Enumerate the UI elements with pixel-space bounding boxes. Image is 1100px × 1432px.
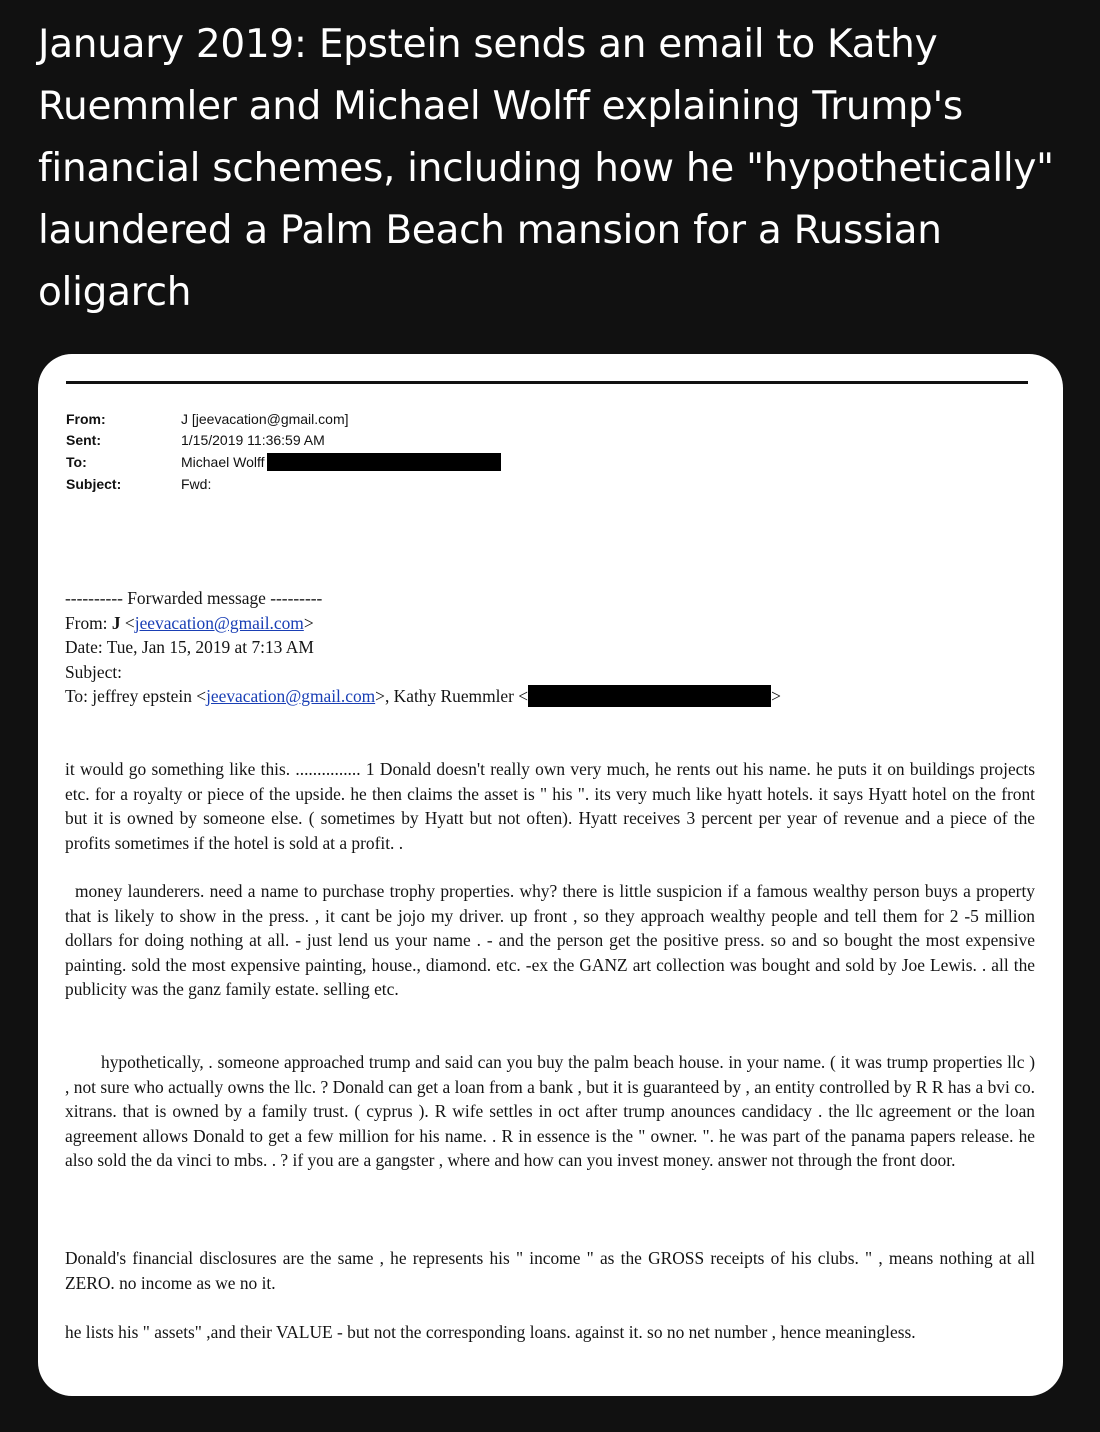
subject-label: Subject: [66,476,122,492]
body-paragraph-4: Donald's financial disclosures are the same , he represents his " income " as the GROSS receipts of his clubs. " , means nothing at all ZERO. no income as we no it. [65,1248,1035,1293]
redaction-bar [267,453,501,471]
forwarded-header [65,586,781,709]
forwarded-banner: ---------- Forwarded message --------- [65,588,323,608]
to-label: To: [66,454,87,470]
to-value [181,452,501,473]
body-paragraph-3: hypothetically, . someone approached trump and said can you buy the palm beach house. in your name. ( it was trump properties llc ) , not sure who actually owns the llc. ? Donald can get a loan from a bank , but it is guaranteed by , an entity controlled by R R has a bvi co. xitrans. that is owned by a family trust. ( cyprus ). R wife settles in oct after trump anounces candidacy . the llc agreement or the loan agreement allows Donald to get a few million for his name. . R in essence is the " owner. ". he was part of the panama papers release. he also sold the da vinci to mbs. . ? if you are a gangster , where and how can you invest money. answer not through the front door. [65,1052,1035,1170]
post-caption: January 2019: Epstein sends an email to Kathy Ruemmler and Michael Wolff explaining Trump's financial schemes, including how he "hypothetically" laundered a Palm Beach mansion for a Russian oligarch [38,22,1054,315]
forwarded-date: Date: Tue, Jan 15, 2019 at 7:13 AM [65,637,314,657]
email-document-image [38,354,1063,1396]
forwarded-from-name: J [111,612,121,633]
forwarded-subject: Subject: [65,661,122,682]
forwarded-from: From: J <jeevacation@gmail.com> [65,612,314,633]
sent-value: 1/15/2019 11:36:59 AM [181,432,325,448]
subject-value: Fwd: [181,476,212,492]
forwarded-to-email-link[interactable]: jeevacation@gmail.com [206,686,376,706]
body-paragraph-5: he lists his " assets" ,and their VALUE - but not the corresponding loans. against it. so no net number , hence meaningless. [65,1322,916,1342]
forwarded-to: To: jeffrey epstein <jeevacation@gmail.com>, Kathy Ruemmler < > [65,686,781,706]
redaction-bar [528,685,771,707]
from-value: J [jeevacation@gmail.com] [181,411,349,427]
sent-label: Sent: [66,432,101,448]
from-label: From: [66,411,106,427]
forwarded-from-email-link[interactable]: jeevacation@gmail.com [134,612,304,633]
body-paragraph-1: it would go something like this. ............... 1 Donald doesn't really own very much, he rents out his name. he puts it on buildings projects etc. for a royalty or piece of the upside. he then claims the asset is " his ". its very much like hyatt hotels. it says Hyatt hotel on the front but it is owned by someone else. ( sometimes by Hyatt but not often). Hyatt receives 3 percent per year of revenue and a piece of the profits sometimes if the hotel is sold at a profit. . [65,759,1035,853]
header-divider [66,381,1028,384]
body-paragraph-2: money launderers. need a name to purchase trophy properties. why? there is little suspicion if a famous wealthy person buys a property that is likely to show in the press. , it cant be jojo my driver. up front , so they approach wealthy people and tell them for 2 -5 million dollars for doing nothing at all. - just lend us your name . - and the person get the positive press. so and so bought the most expensive painting. sold the most expensive painting, house., diamond. etc. -ex the GANZ art collection was bought and sold by Joe Lewis. . all the publicity was the ganz family estate. selling etc. [65,881,1035,999]
to-name: Michael Wolff [181,454,265,470]
